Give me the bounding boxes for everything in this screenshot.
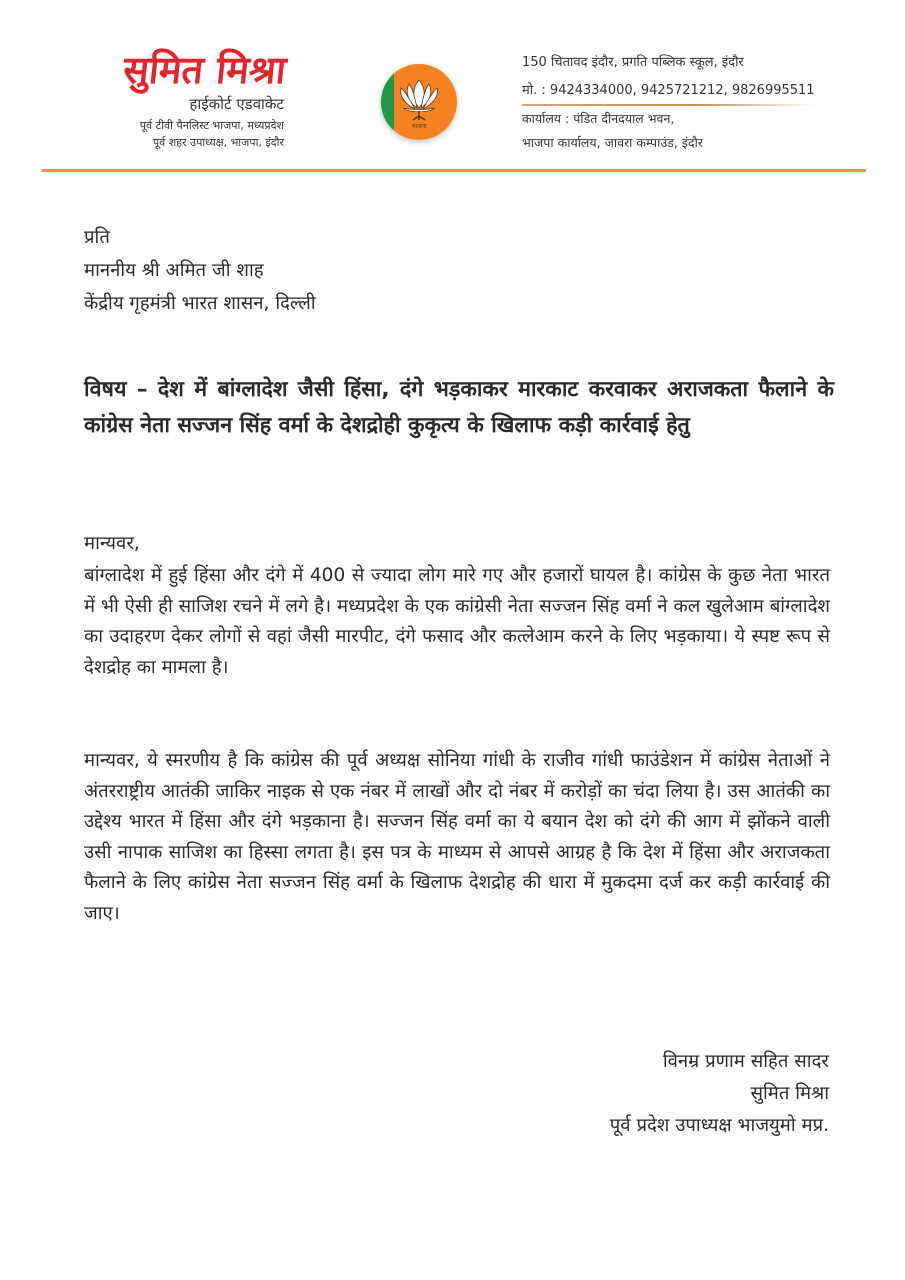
salutation: मान्यवर, xyxy=(84,533,140,554)
body-paragraph-1: बांग्लादेश में हुई हिंसा और दंगे में 400 से ज्यादा लोग मारे गए और हजारों घायल है। कांग्रेस के कुछ नेता भारत में भी ऐसी ही साजिश रचने में लगे है। मध्यप्रदेश के एक कांग्रेसी नेता सज्जन सिंह वर्मा ने कल खुलेआम बांग्लादेश का उदाहरण देकर लोगों से वहां जैसी मारपीट, दंगे फसाद और कत्लेआम करने के लिए भड़काया। ये स्पष्ट रूप से देशद्रोह का मामला है। xyxy=(84,565,830,678)
signoff-name: सुमित मिश्रा xyxy=(750,1083,829,1104)
letter-subject: विषय – देश में बांग्लादेश जैसी हिंसा, दंगे भड़काकर मारकाट करवाकर अराजकता फैलाने के कांग्रेस नेता सज्जन सिंह वर्मा के देशद्रोही कुकृत्य के खिलाफ कड़ी कार्रवाई हेतु xyxy=(84,377,834,438)
logo-text: भाजपा xyxy=(411,123,427,130)
letterhead-office-line-2: भाजपा कार्यालय, जावरा कम्पाउंड, इंदौर xyxy=(522,135,703,150)
letterhead-subtitle-2: पूर्व शहर उपाध्यक्ष, भाजपा, इंदौर xyxy=(152,136,284,149)
recipient-designation: केंद्रीय गृहमंत्री भारत शासन, दिल्ली xyxy=(84,293,316,314)
recipient-name: माननीय श्री अमित जी शाह xyxy=(84,260,264,281)
letterhead-address: 150 चितावद इंदौर, प्रगति पब्लिक स्कूल, इंदौर xyxy=(522,55,744,70)
letterhead xyxy=(0,0,905,175)
signoff-block xyxy=(610,1046,829,1142)
recipient-prefix: प्रति xyxy=(84,227,110,248)
letterhead-name: सुमित मिश्रा xyxy=(121,48,289,92)
letterhead-subtitle-1: पूर्व टीवी पैनलिस्ट भाजपा, मध्यप्रदेश xyxy=(139,119,284,132)
letterhead-divider xyxy=(42,169,866,172)
bjp-lotus-logo-icon xyxy=(381,64,457,140)
letterhead-office-line-1: कार्यालय : पंडित दीनदयाल भवन, xyxy=(522,111,675,126)
signoff-closing: विनम्र प्रणाम सहित सादर xyxy=(662,1051,829,1072)
contact-divider xyxy=(522,104,816,106)
body-paragraph-2: मान्यवर, ये स्मरणीय है कि कांग्रेस की पूर्व अध्यक्ष सोनिया गांधी के राजीव गांधी फाउंडेशन में कांग्रेस नेताओं ने अंतरराष्ट्रीय आतंकी जाकिर नाइक से एक नंबर में लाखों और दो नंबर में करोड़ों का चंदा लिया है। उस आतंकी का उद्देश्य भारत में हिंसा और दंगे भड़काना है। सज्जन सिंह वर्मा का ये बयान देश को दंगे की आग में झोंकने वाली उसी नापाक साजिश का हिस्सा लगता है। इस पत्र के माध्यम से आपसे आग्रह है कि देश में हिंसा और अराजकता फैलाने के लिए कांग्रेस नेता सज्जन सिंह वर्मा के खिलाफ देशद्रोह की धारा में मुकदमा दर्ज कर कड़ी कार्रवाई की जाए। xyxy=(84,750,830,924)
signoff-designation: पूर्व प्रदेश उपाध्यक्ष भाजयुमो मप्र. xyxy=(609,1115,829,1136)
recipient-block xyxy=(84,222,829,321)
letterhead-role: हाईकोर्ट एडवाकेट xyxy=(189,95,284,113)
letterhead-phone: मो. : 9424334000, 9425721212, 9826995511 xyxy=(522,83,815,98)
